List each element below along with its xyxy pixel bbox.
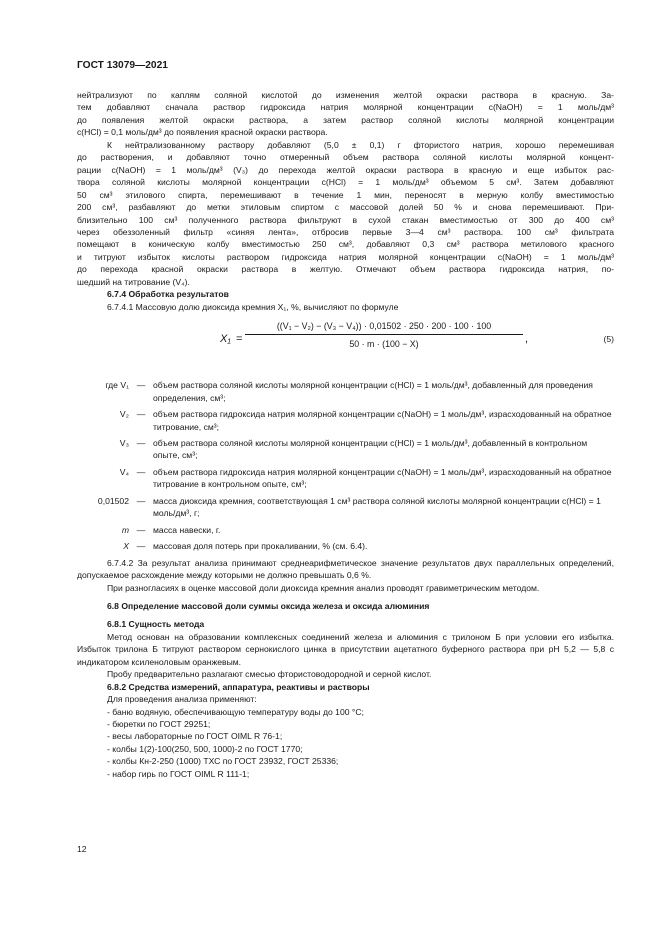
list-item: - весы лабораторные по ГОСТ OIML R 76-1; bbox=[107, 731, 283, 742]
definition-text: объем раствора гидроксида натрия молярной концентрации c(NaOH) = 1 моль/дм³, израсходованный на обратное титрование в контрольном опыте, см³; bbox=[153, 466, 612, 490]
definition-symbol: V₄ bbox=[119, 466, 129, 477]
definition-row bbox=[77, 524, 614, 536]
paragraph-6-8-1-decomposition: Пробу предварительно разлагают смесью фтористоводородной и серной кислот. bbox=[107, 669, 432, 680]
definition-row bbox=[77, 495, 614, 520]
formula-fraction bbox=[245, 319, 523, 351]
formula-5 bbox=[77, 319, 614, 373]
text-line: К нейтрализованному раствору добавляют (5,0 ± 0,1) г фтористого натрия, хорошо перемешивая bbox=[107, 139, 614, 150]
definition-row bbox=[77, 466, 614, 491]
paragraph-6-8-1: Метод основан на образовании комплексных соединений железа и алюминия с трилоном Б при условии его избытка. Избыток трилона Б титруют раствором сернокислого цинка в присутствии ацетатного буферного раствора при рН 5,2 — 5,8 с индикатором ксиленоловым оранжевым. bbox=[77, 631, 614, 667]
paragraph-disagreement: При разногласиях в оценке массовой доли диоксида кремния анализ проводят гравиметрическим методом. bbox=[107, 582, 540, 593]
definition-row bbox=[77, 540, 614, 552]
definition-text: объем раствора соляной кислоты молярной концентрации c(HCl) = 1 моль/дм³, добавленный в контрольном опыте, см³; bbox=[153, 437, 588, 461]
section-heading-6-7-4: 6.7.4 Обработка результатов bbox=[107, 289, 229, 300]
definition-dash: — bbox=[136, 466, 146, 477]
document-body bbox=[77, 89, 614, 780]
definition-symbol: где V₁ bbox=[105, 380, 129, 391]
standard-header: ГОСТ 13079—2021 bbox=[77, 60, 168, 71]
section-heading-6-8-2: 6.8.2 Средства измерений, аппаратура, реактивы и растворы bbox=[107, 681, 370, 692]
text-line: до растворения, и добавляют точно отмеренный объем раствора соляной кислоты молярной концент- bbox=[77, 152, 614, 163]
fraction-bar bbox=[245, 334, 523, 335]
text-line: рации c(NaOH) = 1 моль/дм³ (V₃) до перехода желтой окраски раствора в красную и еще избыток рас- bbox=[77, 164, 614, 175]
section-heading-6-8-1: 6.8.1 Сущность метода bbox=[107, 619, 205, 630]
definition-text: объем раствора гидроксида натрия молярной концентрации c(NaOH) = 1 моль/дм³, израсходованный на обратное титрование, см³; bbox=[153, 409, 612, 432]
text-line: помещают в коническую колбу вместимостью 250 см³, добавляют 0,3 см³ раствора метилового красного bbox=[77, 239, 614, 250]
formula-number: (5) bbox=[603, 334, 614, 345]
formula-denominator: 50 · m · (100 − X) bbox=[349, 339, 419, 350]
definition-dash: — bbox=[136, 437, 146, 448]
formula-equals: = bbox=[236, 333, 243, 346]
text-line: твора соляной кислоты молярной концентрации c(HCl) = 1 моль/дм³ объемом 5 см³. Затем добавляют bbox=[77, 177, 614, 188]
text-line: близительно 100 см³ полученного раствора фильтруют в сухой стакан вместимостью от 300 до 400 см³ bbox=[77, 214, 614, 225]
text-line: и титруют избыток кислоты раствором гидроксида натрия молярной концентрации c(NaOH) = 1 моль/дм³ bbox=[77, 251, 614, 262]
text-line: 200 см³, разбавляют до метки этиловым спиртом с массовой долей 50 % и снова перемешивают. При- bbox=[77, 202, 614, 213]
text-line: нейтрализуют по каплям соляной кислотой до изменения желтой окраски раствора в красную. За- bbox=[77, 90, 614, 100]
paragraph-neutralization bbox=[77, 139, 614, 288]
text-line: c(HCl) = 0,1 моль/дм³ до появления красной окраски раствора. bbox=[77, 127, 328, 138]
definition-dash: — bbox=[136, 495, 146, 506]
definition-text: объем раствора соляной кислоты молярной концентрации c(HCl) = 1 моль/дм³, добавленный для проведения определения, см³; bbox=[153, 380, 593, 403]
definition-text: масса диоксида кремния, соответствующая 1 см³ раствора соляной кислоты молярной концентрации c(HCl) = 1 моль/дм³, г; bbox=[153, 495, 601, 519]
definition-symbol: V₃ bbox=[119, 437, 129, 448]
formula-lhs: X₁ bbox=[220, 333, 231, 346]
section-heading-6-8: 6.8 Определение массовой доли суммы оксида железа и оксида алюминия bbox=[107, 600, 430, 611]
definition-row bbox=[77, 437, 614, 462]
text-line: через обеззоленный фильтр «синяя лента», отбросив первые 3—4 см³ раствора. 100 см³ фильтрата bbox=[77, 226, 614, 237]
definition-dash: — bbox=[136, 409, 146, 420]
text-line: шедший на титрование (V₄). bbox=[77, 276, 190, 287]
text-line: 50 см³ этилового спирта, перемешивают в течение 1 мин, переносят в мерную колбу вместимостью bbox=[77, 189, 614, 200]
definition-symbol: X bbox=[123, 541, 129, 552]
list-item: - баню водяную, обеспечивающую температуру воды до 100 °С; bbox=[107, 706, 364, 717]
list-item: - колбы 1(2)-100(250, 500, 1000)-2 по ГОСТ 1770; bbox=[107, 743, 303, 754]
list-item: - колбы Кн-2-250 (1000) ТХС по ГОСТ 23932, ГОСТ 25336; bbox=[107, 756, 339, 767]
paragraph-continuation bbox=[77, 89, 614, 139]
list-item: - набор гирь по ГОСТ OIML R 111-1; bbox=[107, 768, 250, 779]
definition-dash: — bbox=[136, 380, 146, 391]
definition-dash: — bbox=[136, 524, 146, 535]
definition-symbol: V₂ bbox=[119, 409, 129, 420]
equipment-list bbox=[77, 706, 614, 781]
definition-text: массовая доля потерь при прокаливании, % (см. 6.4). bbox=[153, 541, 368, 552]
paragraph-6-8-2: Для проведения анализа применяют: bbox=[107, 694, 257, 705]
formula-numerator: ((V₁ − V₂) − (V₃ − V₄)) · 0,01502 · 250 · 200 · 100 · 100 bbox=[276, 321, 492, 332]
where-word: где bbox=[105, 380, 118, 391]
definition-row bbox=[77, 408, 614, 433]
definition-dash: — bbox=[136, 541, 146, 552]
text-line: до появления желтой окраски раствора, а затем раствор соляной кислоты молярной концентрации bbox=[77, 114, 614, 125]
paragraph-6-7-4-1: 6.7.4.1 Массовую долю диоксида кремния X₁, %, вычисляют по формуле bbox=[107, 301, 399, 312]
variable-definitions bbox=[77, 379, 614, 552]
definition-symbol: m bbox=[121, 524, 129, 535]
definition-text: масса навески, г. bbox=[153, 524, 221, 535]
text-line: тем добавляют сначала раствор гидроксида натрия молярной концентрации c(NaOH) = 1 моль/дм³ bbox=[77, 102, 614, 113]
paragraph-6-7-4-2: 6.7.4.2 За результат анализа принимают среднеарифметическое значение результатов двух параллельных определений, допускаемое расхождение между которыми не должно превышать 0,6 %. bbox=[77, 557, 614, 581]
definition-symbol: 0,01502 bbox=[97, 495, 129, 506]
text-line: до перехода красной окраски раствора в желтую. Отмечают объем раствора гидроксида натрия, по- bbox=[77, 264, 614, 275]
list-item: - бюретки по ГОСТ 29251; bbox=[107, 719, 211, 730]
definition-row bbox=[77, 379, 614, 404]
formula-comma: , bbox=[525, 333, 529, 346]
page-number: 12 bbox=[77, 844, 87, 854]
